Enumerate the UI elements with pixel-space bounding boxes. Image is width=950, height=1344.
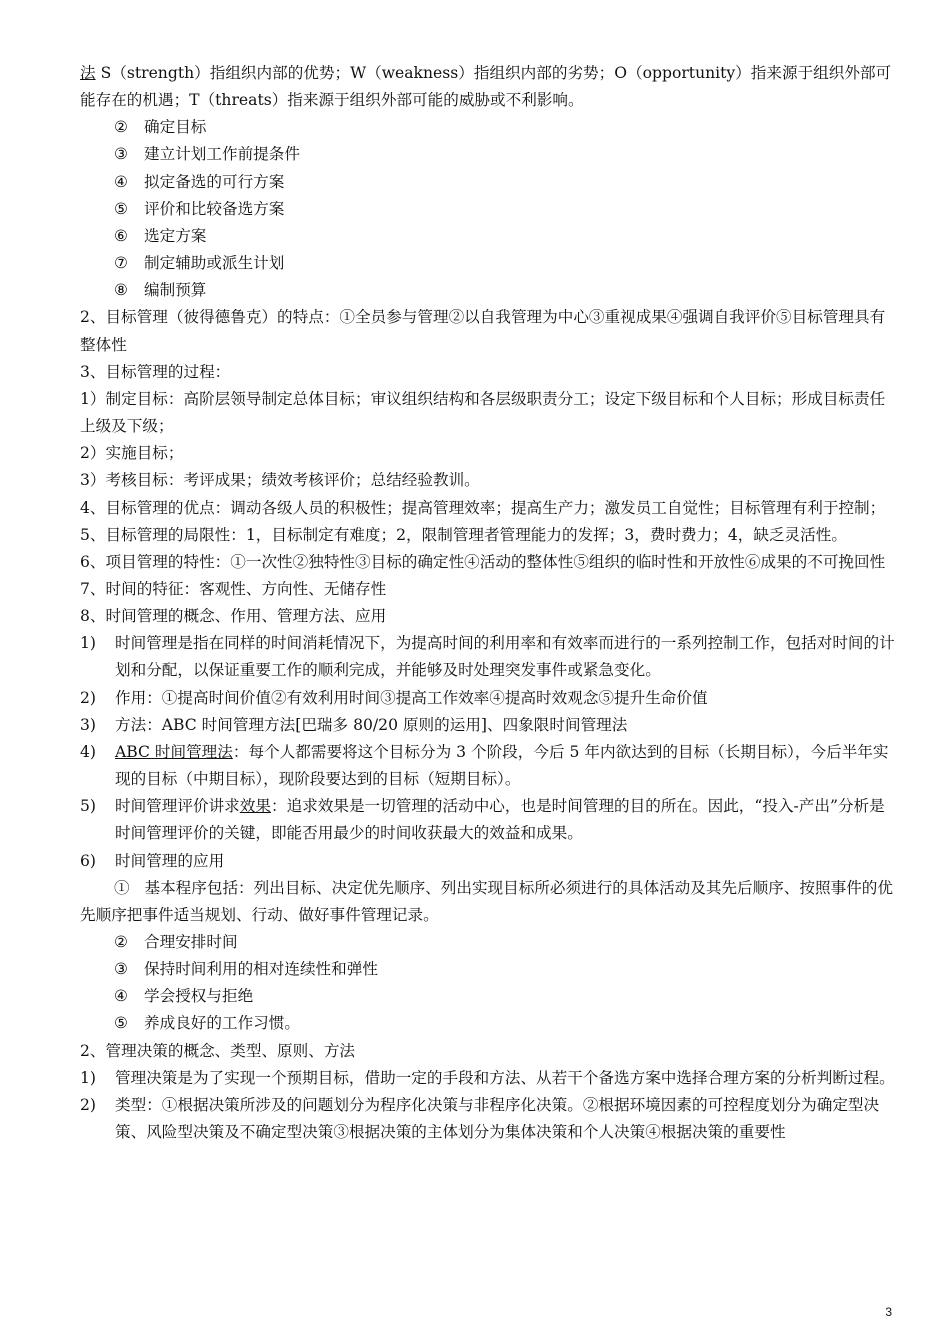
paragraph: 1）制定目标：高阶层领导制定总体目标；审议组织结构和各层级职责分工；设定下级目标和个人目标；形成目标责任上级及下级； (80, 389, 886, 436)
paragraph: 8、时间管理的概念、作用、管理方法、应用 (80, 607, 387, 626)
list-item: ⑤ 养成良好的工作习惯。 (114, 1014, 300, 1033)
underlined-term: 效果 (239, 797, 271, 816)
paragraph: 2、目标管理（彼得德鲁克）的特点：①全员参与管理②以自我管理为中心③重视成果④强调自我评价⑤目标管理具有整体性 (80, 308, 886, 354)
paragraph: 6、项目管理的特性：①一次性②独特性③目标的确定性④活动的整体性⑤组织的临时性和开放性⑥成果的不可挽回性 (80, 552, 886, 571)
list-item: ⑥ 选定方案 (114, 226, 207, 245)
paragraph: 3、目标管理的过程： (80, 362, 231, 381)
list-item: ⑧ 编制预算 (114, 281, 207, 300)
numbered-item: 1) 管理决策是为了实现一个预期目标，借助一定的手段和方法、从若干个备选方案中选择合理方案的分析判断过程。 (80, 1068, 895, 1087)
paragraph: 7、时间的特征：客观性、方向性、无储存性 (80, 579, 387, 598)
numbered-item: 4) ABC 时间管理法：每个人都需要将这个目标分为 3 个阶段，今后 5 年内欲达到的目标（长期目标），今后半年实现的目标（中期目标），现阶段要达到的目标（短期目标）。 (80, 742, 889, 789)
list-item: ④ 拟定备选的可行方案 (114, 172, 285, 191)
list-item: ⑦ 制定辅助或派生计划 (114, 254, 285, 273)
list-item: ④ 学会授权与拒绝 (114, 987, 254, 1006)
numbered-item: 1) 时间管理是指在同样的时间消耗情况下，为提高时间的利用率和有效率而进行的一系列控制工作，包括对时间的计划和分配，以保证重要工作的顺利完成，并能够及时处理突发事件或紧急变化。 (80, 634, 895, 680)
list-item: ⑤ 评价和比较备选方案 (114, 199, 285, 218)
paragraph: 3）考核目标：考评成果；绩效考核评价；总结经验教训。 (80, 471, 480, 490)
list-item: ② 确定目标 (114, 118, 207, 137)
paragraph: 5、目标管理的局限性：1，目标制定有难度；2，限制管理者管理能力的发挥；3，费时费力；4，缺乏灵活性。 (80, 525, 847, 544)
paragraph: 2）实施目标； (80, 444, 184, 463)
numbered-item: 2) 类型：①根据决策所涉及的问题划分为程序化决策与非程序化决策。②根据环境因素的可控程度划分为确定型决策、风险型决策及不确定型决策③根据决策的主体划分为集体决策和个人决策④根据决策的重要性 (80, 1095, 880, 1142)
paragraph: 4、目标管理的优点：调动各级人员的积极性；提高管理效率；提高生产力；激发员工自觉性；目标管理有利于控制； (80, 498, 886, 517)
list-item: ② 合理安排时间 (114, 933, 238, 951)
numbered-item: 3) 方法：ABC 时间管理方法[巴瑞多 80/20 原则的运用]、四象限时间管理法 (80, 715, 628, 734)
list-item: ③ 建立计划工作前提条件 (114, 145, 300, 164)
numbered-item: 2) 作用：①提高时间价值②有效利用时间③提高工作效率④提高时效观念⑤提升生命价值 (80, 688, 708, 707)
swot-paragraph: 法 S（strength）指组织内部的优势；W（weakness）指组织内部的劣势；O（opportunity）指来源于组织外部可能存在的机遇；T（threats）指来源于组织外部可能的威胁或不利影响。 (80, 64, 892, 110)
document-body (80, 60, 896, 1146)
section-heading: 2、管理决策的概念、类型、原则、方法 (80, 1041, 356, 1060)
underlined-term: ABC 时间管理法 (115, 742, 233, 761)
numbered-item: 6) 时间管理的应用 (80, 851, 225, 870)
numbered-item: 5) 时间管理评价讲求效果：追求效果是一切管理的活动中心，也是时间管理的目的所在。因此，“投入-产出”分析是时间管理评价的关键，即能否用最少的时间收获最大的效益和成果。 (80, 797, 885, 843)
paragraph: ① 基本程序包括：列出目标、决定优先顺序、列出实现目标所必须进行的具体活动及其先后顺序、按照事件的优先顺序把事件适当规划、行动、做好事件管理记录。 (80, 878, 893, 924)
underlined-term: 法 (80, 64, 96, 82)
list-item: ③ 保持时间利用的相对连续性和弹性 (114, 960, 378, 979)
page-number: 3 (885, 1305, 892, 1319)
